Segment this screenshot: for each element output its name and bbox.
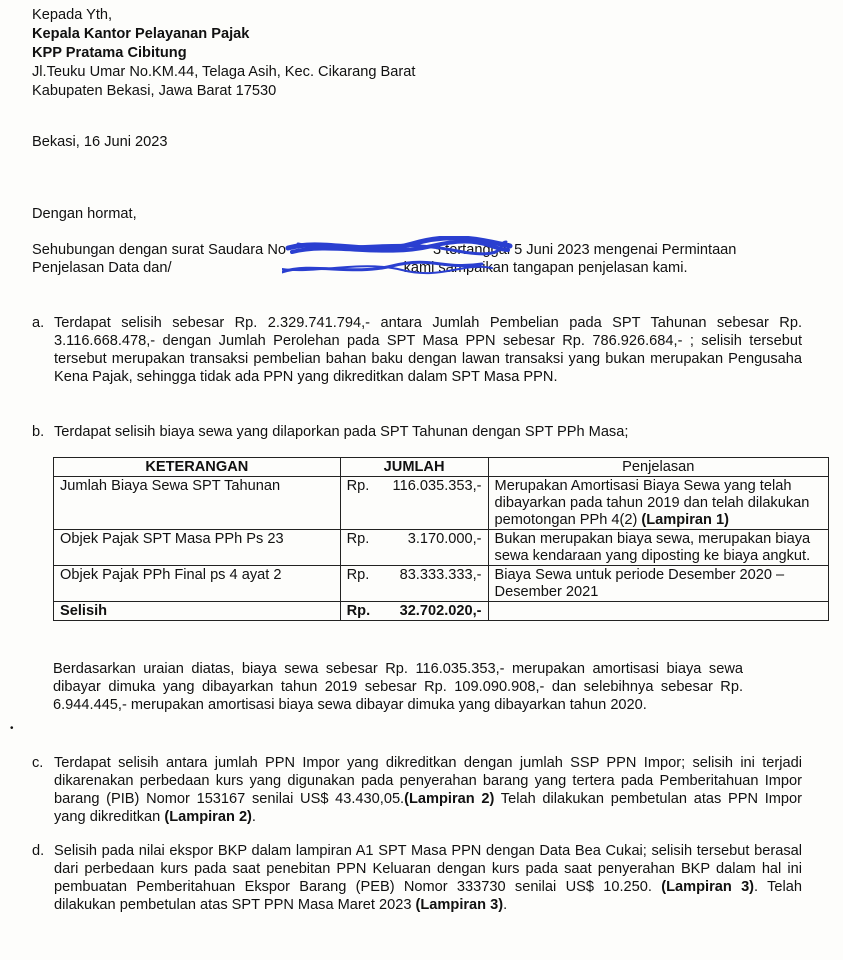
header-keterangan: KETERANGAN: [54, 458, 341, 477]
table-row: [54, 530, 829, 566]
row-jumlah: [340, 477, 488, 530]
explanation-text: Biaya Sewa untuk periode Desember 2020 – Desember 2021: [494, 567, 785, 600]
header-penjelasan: Penjelasan: [488, 458, 828, 477]
after-table-paragraph: Berdasarkan uraian diatas, biaya sewa sebesar Rp. 116.035.353,- merupakan amortisasi biaya sewa dibayar dimuka yang dibayarkan tahun 2019 sebesar Rp. 109.090.908,- dan selebihnya sebesar Rp. 6.944.445,- merupakan amortisasi biaya sewa dibayar dimuka yang dibayarkan tahun 2020.: [53, 661, 743, 713]
attachment-ref: (Lampiran 1): [641, 512, 729, 528]
total-label: Selisih: [54, 602, 341, 621]
table-header-row: [54, 458, 829, 477]
redaction-scribble: [282, 236, 522, 278]
salutation: Dengan hormat,: [32, 206, 137, 222]
address-greeting: Kepada Yth,: [32, 7, 113, 23]
table-row: [54, 566, 829, 602]
item-d-body: Selisih pada nilai ekspor BKP dalam lampiran A1 SPT Masa PPN dengan Data Bea Cukai; selisih tersebut berasal dari perbedaan kurs pada saat penebitan PPN Keluaran dengan kurs pada saat penyerahan BKP dalam hal ini pembuatan Pemberitahuan Ekspor Barang (PEB) Nomor 333730 senilai US$ 10.250.: [54, 843, 802, 895]
letter-date: Bekasi, 16 Juni 2023: [32, 134, 168, 150]
attachment-ref: (Lampiran 3): [661, 879, 755, 895]
intro-part2: 3 tertanggal 5 Juni 2023 mengenai Permintaan Penjelasan Data dan/: [32, 242, 737, 276]
address-street: Jl.Teuku Umar No.KM.44, Telaga Asih, Kec. Cikarang Barat: [32, 64, 416, 80]
row-keterangan: Objek Pajak SPT Masa PPh Ps 23: [54, 530, 341, 566]
address-kpp: KPP Pratama Cibitung: [32, 45, 187, 61]
amount-value: 116.035.353,-: [392, 478, 482, 494]
row-keterangan: Jumlah Biaya Sewa SPT Tahunan: [54, 477, 341, 530]
item-c-label: c.: [32, 755, 44, 771]
item-d: [32, 842, 802, 914]
item-b-label: b.: [32, 424, 45, 440]
row-jumlah: [340, 566, 488, 602]
table-total-row: [54, 602, 829, 621]
header-jumlah: JUMLAH: [340, 458, 488, 477]
item-b: [32, 423, 802, 441]
item-a-text: Terdapat selisih sebesar Rp. 2.329.741.794,- antara Jumlah Pembelian pada SPT Tahunan sebesar Rp. 3.116.668.478,- dengan Jumlah Perolehan pada SPT Masa PPN sebesar Rp. 786.926.684,- ; selisih tersebut tersebut merupakan transaksi pembelian bahan baku dengan lawan transaksi yang bukan merupakan Pengusaha Kena Pajak, sehingga tidak ada PPN yang dikreditkan dalam SPT Masa PPN.: [54, 315, 802, 385]
total-jumlah: [340, 602, 488, 621]
row-penjelasan: [488, 477, 828, 530]
currency-label: Rp.: [346, 531, 370, 547]
address-city: Kabupaten Bekasi, Jawa Barat 17530: [32, 83, 277, 99]
table-row: [54, 477, 829, 530]
item-a: [32, 314, 802, 386]
attachment-ref: (Lampiran 2): [404, 791, 495, 807]
row-jumlah: [340, 530, 488, 566]
stray-mark: •: [10, 723, 14, 734]
row-penjelasan: [488, 566, 828, 602]
currency-label: Rp.: [346, 478, 370, 494]
item-d-body2: . Telah dilakukan pembetulan atas SPT PPN Masa Maret 2023: [54, 879, 803, 913]
rent-difference-table: [53, 457, 829, 621]
item-a-label: a.: [32, 315, 45, 331]
row-keterangan: Objek Pajak PPh Final ps 4 ayat 2: [54, 566, 341, 602]
item-c-end: .: [251, 809, 256, 825]
item-c-body: Terdapat selisih antara jumlah PPN Impor yang dikreditkan dengan jumlah SSP PPN Impor; selisih ini terjadi dikarenakan perbedaan kurs yang digunakan pada penyerahan barang yang tertera pada Pemberitahuan Impor barang (PIB) Nomor 153167 senilai US$ 43.430,05.: [54, 755, 802, 807]
item-b-text: Terdapat selisih biaya sewa yang dilaporkan pada SPT Tahunan dengan SPT PPh Masa;: [54, 424, 629, 440]
recipient-address: [32, 6, 415, 101]
address-office: Kepala Kantor Pelayanan Pajak: [32, 26, 250, 42]
item-d-label: d.: [32, 843, 45, 859]
item-d-end: .: [503, 897, 508, 913]
item-c-text: [54, 754, 802, 826]
explanation-text: Bukan merupakan biaya sewa, merupakan biaya sewa kendaraan yang diposting ke biaya angkut.: [494, 531, 811, 564]
total-penjelasan: [488, 602, 828, 621]
explanation-text: Merupakan Amortisasi Biaya Sewa yang telah dibayarkan pada tahun 2019 dan telah dilakukan pemotongan PPh 4(2): [494, 478, 810, 528]
intro-part3: kami sampaikan tangapan penjelasan kami.: [403, 260, 688, 276]
intro-part1: Sehubungan dengan surat Saudara No: [32, 242, 286, 258]
attachment-ref: (Lampiran 3): [415, 897, 504, 913]
item-d-text: [54, 842, 802, 914]
item-c-body2: Telah dilakukan pembetulan atas PPN Impor yang dikreditkan: [54, 791, 803, 825]
item-c: [32, 754, 802, 826]
amount-value: 3.170.000,-: [407, 531, 482, 547]
currency-label: Rp.: [346, 567, 370, 583]
attachment-ref: (Lampiran 2): [164, 809, 252, 825]
currency-label: Rp.: [346, 603, 371, 619]
amount-value: 83.333.333,-: [399, 567, 482, 583]
row-penjelasan: [488, 530, 828, 566]
total-amount: 32.702.020,-: [399, 603, 482, 619]
